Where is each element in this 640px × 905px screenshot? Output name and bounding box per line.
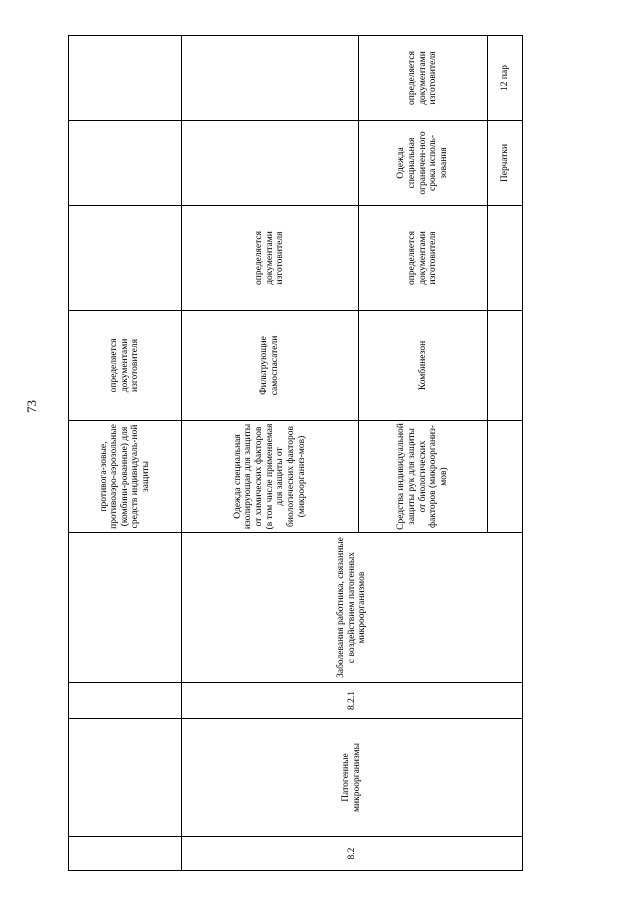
- cell-extra-norm: [69, 36, 182, 121]
- cell-ppe: Средства индивидуальной защиты рук для защиты от биологических факторов (микроорганиз-мов): [358, 421, 487, 533]
- cell-norm: [488, 206, 523, 311]
- cell-extra-type: [69, 121, 182, 206]
- cell-norm: определяется документами изготовителя: [182, 206, 359, 311]
- cell-norm: определяется документами изготовителя: [358, 206, 487, 311]
- cell-extra-norm: [182, 36, 359, 121]
- ppe-norms-table: [68, 35, 523, 871]
- cell-subnumber: 8.2.1: [182, 683, 523, 719]
- cell-number: [69, 837, 182, 871]
- rotated-table-region: [68, 36, 523, 871]
- table-row: [182, 36, 359, 871]
- cell-ppe: Одежда специальная изолирующая для защиты от химических факторов (в том числе применяемая для защиты от биологических факторов (микроорганиз-мов): [182, 421, 359, 533]
- cell-ppe-type: [488, 311, 523, 421]
- cell-extra-type: Одежда специальная ограничен-ного срока исполь-зования: [358, 121, 487, 206]
- cell-extra-type: Перчатки: [488, 121, 523, 206]
- cell-subnumber: [69, 683, 182, 719]
- cell-norm: [69, 206, 182, 311]
- cell-hazard-name: [69, 719, 182, 837]
- rotation-container: [68, 36, 523, 871]
- cell-extra-norm: 12 пар: [488, 36, 523, 121]
- cell-risk: Заболевания работника, связанные с воздействием патогенных микроорганизмов: [182, 533, 523, 683]
- cell-hazard-name: Патогенные микроорганизмы: [182, 719, 523, 837]
- cell-ppe: противога-зовые, противоаэро-аэрозольные (комбини-рованные) для средств индивидуаль-ной защиты: [69, 421, 182, 533]
- cell-risk: [69, 533, 182, 683]
- cell-ppe-type: Комбинезон: [358, 311, 487, 421]
- page-number: 73: [24, 400, 39, 413]
- table-row: [69, 36, 182, 871]
- cell-ppe-type: определяется документами изготовителя: [69, 311, 182, 421]
- cell-ppe-type: Фильтрующие самоспасатели: [182, 311, 359, 421]
- cell-number: 8.2: [182, 837, 523, 871]
- cell-extra-type: [182, 121, 359, 206]
- cell-ppe: [488, 421, 523, 533]
- cell-extra-norm: определяется документами изготовителя: [358, 36, 487, 121]
